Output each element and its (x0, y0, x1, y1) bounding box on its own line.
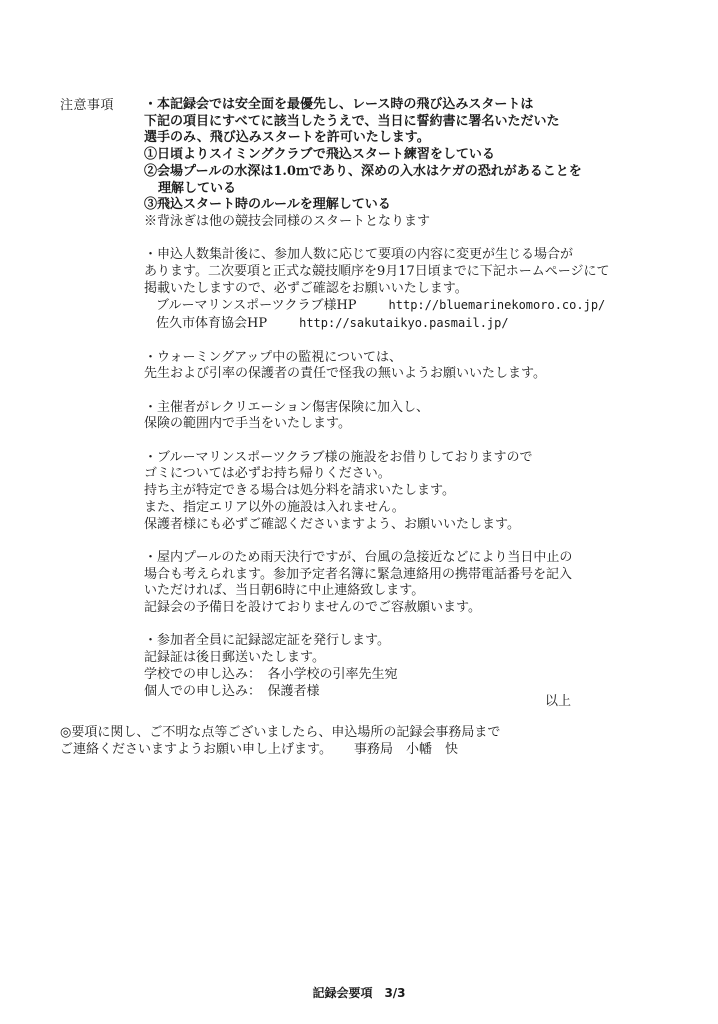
weather-line-4: 記録会の予備日を設けておりませんのでご容赦願います。 (144, 600, 481, 616)
certificate-line-3: 学校での申し込み： 各小学校の引率先生宛 (144, 666, 398, 682)
closing-mark: 以上 (545, 694, 572, 709)
notes-heading: 注意事項 (60, 98, 115, 113)
contact-note-line-1: ◎要項に関し、ご不明な点等ございましたら、申込場所の記録会事務局まで (60, 725, 501, 740)
dive-start-line-1: ・本記録会では安全面を最優先し、レース時の飛び込みスタートは (144, 97, 534, 112)
insurance-line-1: ・主催者がレクリエーション傷害保険に加入し、 (144, 399, 429, 415)
certificate-line-4: 個人での申し込み： 保護者様 (144, 683, 320, 699)
insurance-line-2: 保険の範囲内で手当をいたします。 (144, 416, 351, 432)
page-footer: 記録会要項 3/3 (312, 986, 406, 1000)
homepage-saku (144, 315, 704, 333)
entry-changes-line-2: あります。二次要項と正式な競技順序を9月17日頃までに下記ホームページにて (144, 264, 610, 280)
facility-line-1: ・ブルーマリンスポーツクラブ様の施設をお借りしておりますので (144, 449, 533, 465)
dive-start-line-2: 下記の項目にすべてに該当したうえで、当日に誓約書に署名いただいた (144, 113, 560, 129)
section-facility (144, 450, 704, 534)
certificate-line-1: ・参加者全員に記録認定証を発行します。 (144, 633, 390, 649)
contact-note-line-2 (60, 741, 500, 758)
contact-note-line-2-text: ご連絡くださいますようお願い申し上げます。 (60, 742, 332, 757)
facility-line-2: ゴミについては必ずお持ち帰りください。 (144, 466, 391, 482)
dive-condition-1: ①日頃よりスイミングクラブで飛込スタート練習をしている (144, 147, 495, 163)
backstroke-note: ※背泳ぎは他の競技会同様のスタートとなります (144, 213, 431, 229)
warmup-line-2: 先生および引率の保護者の責任で怪我の無いようお願いいたします。 (144, 366, 546, 382)
facility-line-5: 保護者様にも必ずご確認くださいますよう、お願いいたします。 (144, 516, 520, 532)
homepage-bluemarine (144, 297, 704, 315)
dive-condition-3: ③飛込スタート時のルールを理解している (144, 197, 391, 213)
notes-body (144, 97, 704, 700)
homepage-bluemarine-url[interactable]: http://bluemarinekomoro.co.jp/ (388, 298, 606, 313)
homepage-saku-label: 佐久市体育協会HP (156, 316, 268, 332)
section-weather (144, 550, 704, 617)
homepage-bluemarine-label: ブルーマリンスポーツクラブ様HP (156, 298, 357, 314)
weather-line-1: ・屋内プールのため雨天決行ですが、台風の急接近などにより当日中止の (144, 549, 573, 565)
office-signature: 事務局 小幡 快 (353, 742, 458, 757)
certificate-line-2: 記録証は後日郵送いたします。 (144, 650, 325, 666)
dive-start-line-3: 選手のみ、飛び込みスタートを許可いたします。 (144, 130, 430, 146)
warmup-line-1: ・ウォーミングアップ中の監視については、 (144, 349, 403, 365)
contact-note (60, 724, 500, 758)
weather-line-3: いただければ、当日朝6時に中止連絡致します。 (144, 583, 425, 599)
dive-condition-2: ②会場プールの水深は1.0ｍであり、深めの入水はケガの恐れがあることを (144, 163, 582, 179)
entry-changes-line-3: 掲載いたしますので、必ずご確認をお願いいたします。 (144, 280, 468, 296)
section-certificate (144, 633, 704, 700)
weather-line-2: 場合も考えられます。参加予定者名簿に緊急連絡用の携帯電話番号を記入 (144, 566, 572, 582)
homepage-saku-url[interactable]: http://sakutaikyo.pasmail.jp/ (299, 316, 509, 331)
dive-condition-2-cont: 理解している (158, 180, 237, 196)
facility-line-4: また、指定エリア以外の施設は入れません。 (144, 499, 405, 515)
section-insurance (144, 400, 704, 433)
section-entry-changes (144, 247, 704, 333)
section-warmup (144, 350, 704, 383)
facility-line-3: 持ち主が特定できる場合は処分料を請求いたします。 (144, 483, 455, 499)
section-dive-start (144, 97, 704, 231)
entry-changes-line-1: ・申込人数集計後に、参加人数に応じて要項の内容に変更が生じる場合が (144, 247, 574, 263)
